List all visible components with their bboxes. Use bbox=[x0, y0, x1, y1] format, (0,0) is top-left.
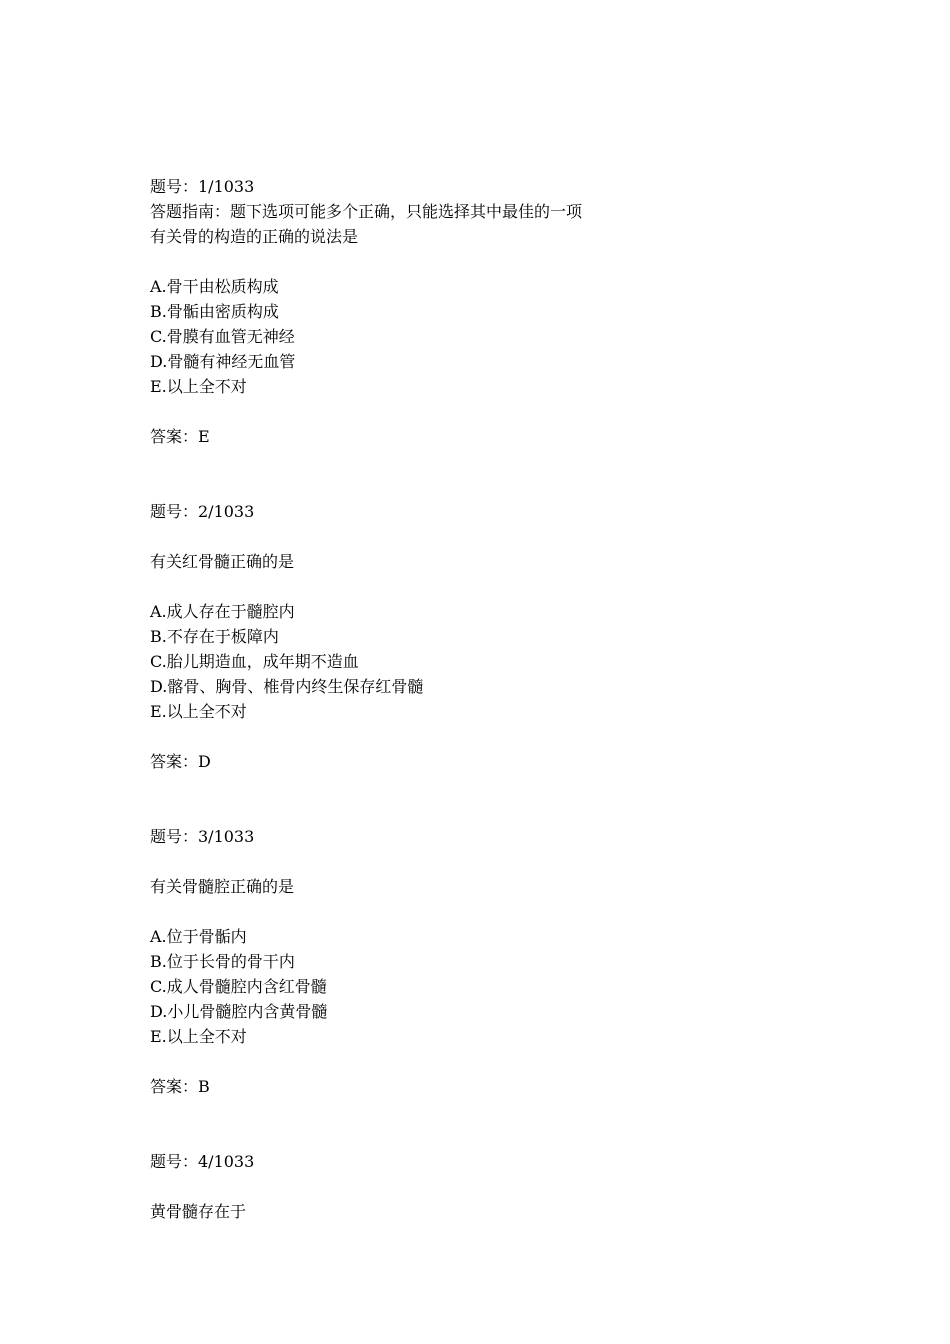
option-a: A.位于骨骺内 bbox=[150, 927, 247, 946]
option-a: A.成人存在于髓腔内 bbox=[150, 602, 295, 621]
question-stem: 有关红骨髓正确的是 bbox=[150, 552, 295, 571]
question-number: 题号：1/1033 bbox=[150, 177, 255, 196]
answer-line: 答案：E bbox=[150, 427, 210, 446]
answer-line: 答案：B bbox=[150, 1077, 210, 1096]
option-b: B.不存在于板障内 bbox=[150, 627, 279, 646]
question-number: 题号：2/1033 bbox=[150, 502, 255, 521]
question-2 bbox=[150, 499, 850, 774]
answer-line: 答案：D bbox=[150, 752, 211, 771]
question-number: 题号：3/1033 bbox=[150, 827, 255, 846]
question-stem: 有关骨的构造的正确的说法是 bbox=[150, 227, 359, 246]
option-e: E.以上全不对 bbox=[150, 377, 247, 396]
option-a: A.骨干由松质构成 bbox=[150, 277, 279, 296]
question-stem: 黄骨髓存在于 bbox=[150, 1202, 247, 1221]
question-3 bbox=[150, 824, 850, 1099]
question-4 bbox=[150, 1149, 850, 1224]
question-1 bbox=[150, 174, 850, 449]
option-b: B.位于长骨的骨干内 bbox=[150, 952, 295, 971]
option-e: E.以上全不对 bbox=[150, 1027, 247, 1046]
option-d: D.髂骨、胸骨、椎骨内终生保存红骨髓 bbox=[150, 677, 424, 696]
option-d: D.小儿骨髓腔内含黄骨髓 bbox=[150, 1002, 328, 1021]
answer-guide: 答题指南：题下选项可能多个正确，只能选择其中最佳的一项 bbox=[150, 202, 583, 221]
option-d: D.骨髓有神经无血管 bbox=[150, 352, 296, 371]
option-c: C.胎儿期造血，成年期不造血 bbox=[150, 652, 359, 671]
option-c: C.骨膜有血管无神经 bbox=[150, 327, 295, 346]
document-page bbox=[150, 174, 850, 1224]
option-c: C.成人骨髓腔内含红骨髓 bbox=[150, 977, 327, 996]
option-e: E.以上全不对 bbox=[150, 702, 247, 721]
option-b: B.骨骺由密质构成 bbox=[150, 302, 279, 321]
question-stem: 有关骨髓腔正确的是 bbox=[150, 877, 295, 896]
question-number: 题号：4/1033 bbox=[150, 1152, 255, 1171]
